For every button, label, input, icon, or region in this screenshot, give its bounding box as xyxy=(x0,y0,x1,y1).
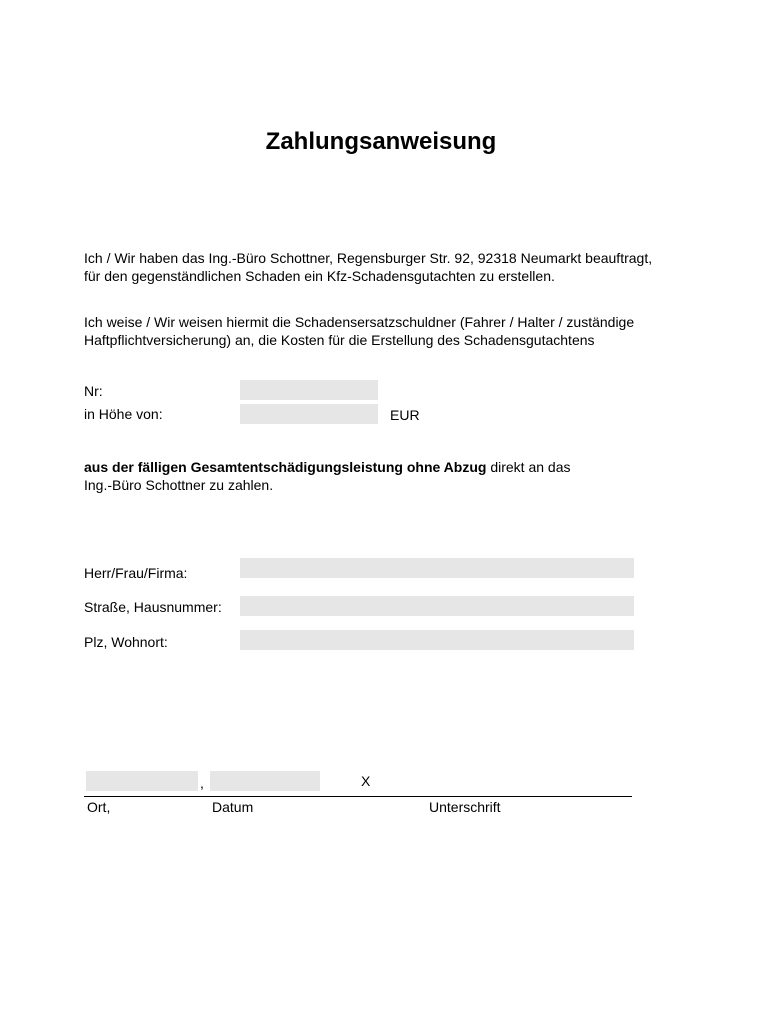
intro-paragraph xyxy=(84,249,724,285)
signature-label: Unterschrift xyxy=(429,799,501,815)
currency-label: EUR xyxy=(390,407,420,423)
nr-label: Nr: xyxy=(84,383,103,399)
name-label: Herr/Frau/Firma: xyxy=(84,565,188,581)
payment-bold-text: aus der fälligen Gesamtentschädigungsleistung ohne Abzug xyxy=(84,459,487,475)
street-label: Straße, Hausnummer: xyxy=(84,599,222,615)
nr-field[interactable] xyxy=(240,380,378,400)
payment-paragraph xyxy=(84,458,724,494)
amount-label: in Höhe von: xyxy=(84,406,163,422)
intro-line-2: für den gegenständlichen Schaden ein Kfz-Schadensgutachten zu erstellen. xyxy=(84,268,555,284)
amount-field[interactable] xyxy=(240,404,378,424)
name-field[interactable] xyxy=(240,558,634,578)
place-label: Ort, xyxy=(87,799,111,815)
payment-line-2: Ing.-Büro Schottner zu zahlen. xyxy=(84,477,274,493)
date-label: Datum xyxy=(212,799,254,815)
payment-line-1 xyxy=(84,458,724,476)
city-label: Plz, Wohnort: xyxy=(84,634,168,650)
instruction-line-1: Ich weise / Wir weisen hiermit die Schadensersatzschuldner (Fahrer / Halter / zuständige xyxy=(84,314,635,330)
place-field[interactable] xyxy=(86,771,198,791)
street-field[interactable] xyxy=(240,596,634,616)
intro-line-1: Ich / Wir haben das Ing.-Büro Schottner, Regensburger Str. 92, 92318 Neumarkt beauftragt, xyxy=(84,250,653,266)
instruction-line-2: Haftpflichtversicherung) an, die Kosten für die Erstellung des Schadensgutachtens xyxy=(84,332,595,348)
signature-mark: X xyxy=(361,773,371,789)
city-field[interactable] xyxy=(240,630,634,650)
place-date-comma: , xyxy=(200,775,204,791)
instruction-paragraph xyxy=(84,313,724,349)
date-field[interactable] xyxy=(210,771,320,791)
signature-line xyxy=(84,796,632,797)
page-title: Zahlungsanweisung xyxy=(265,128,497,155)
payment-rest-text: direkt an das xyxy=(486,459,571,475)
